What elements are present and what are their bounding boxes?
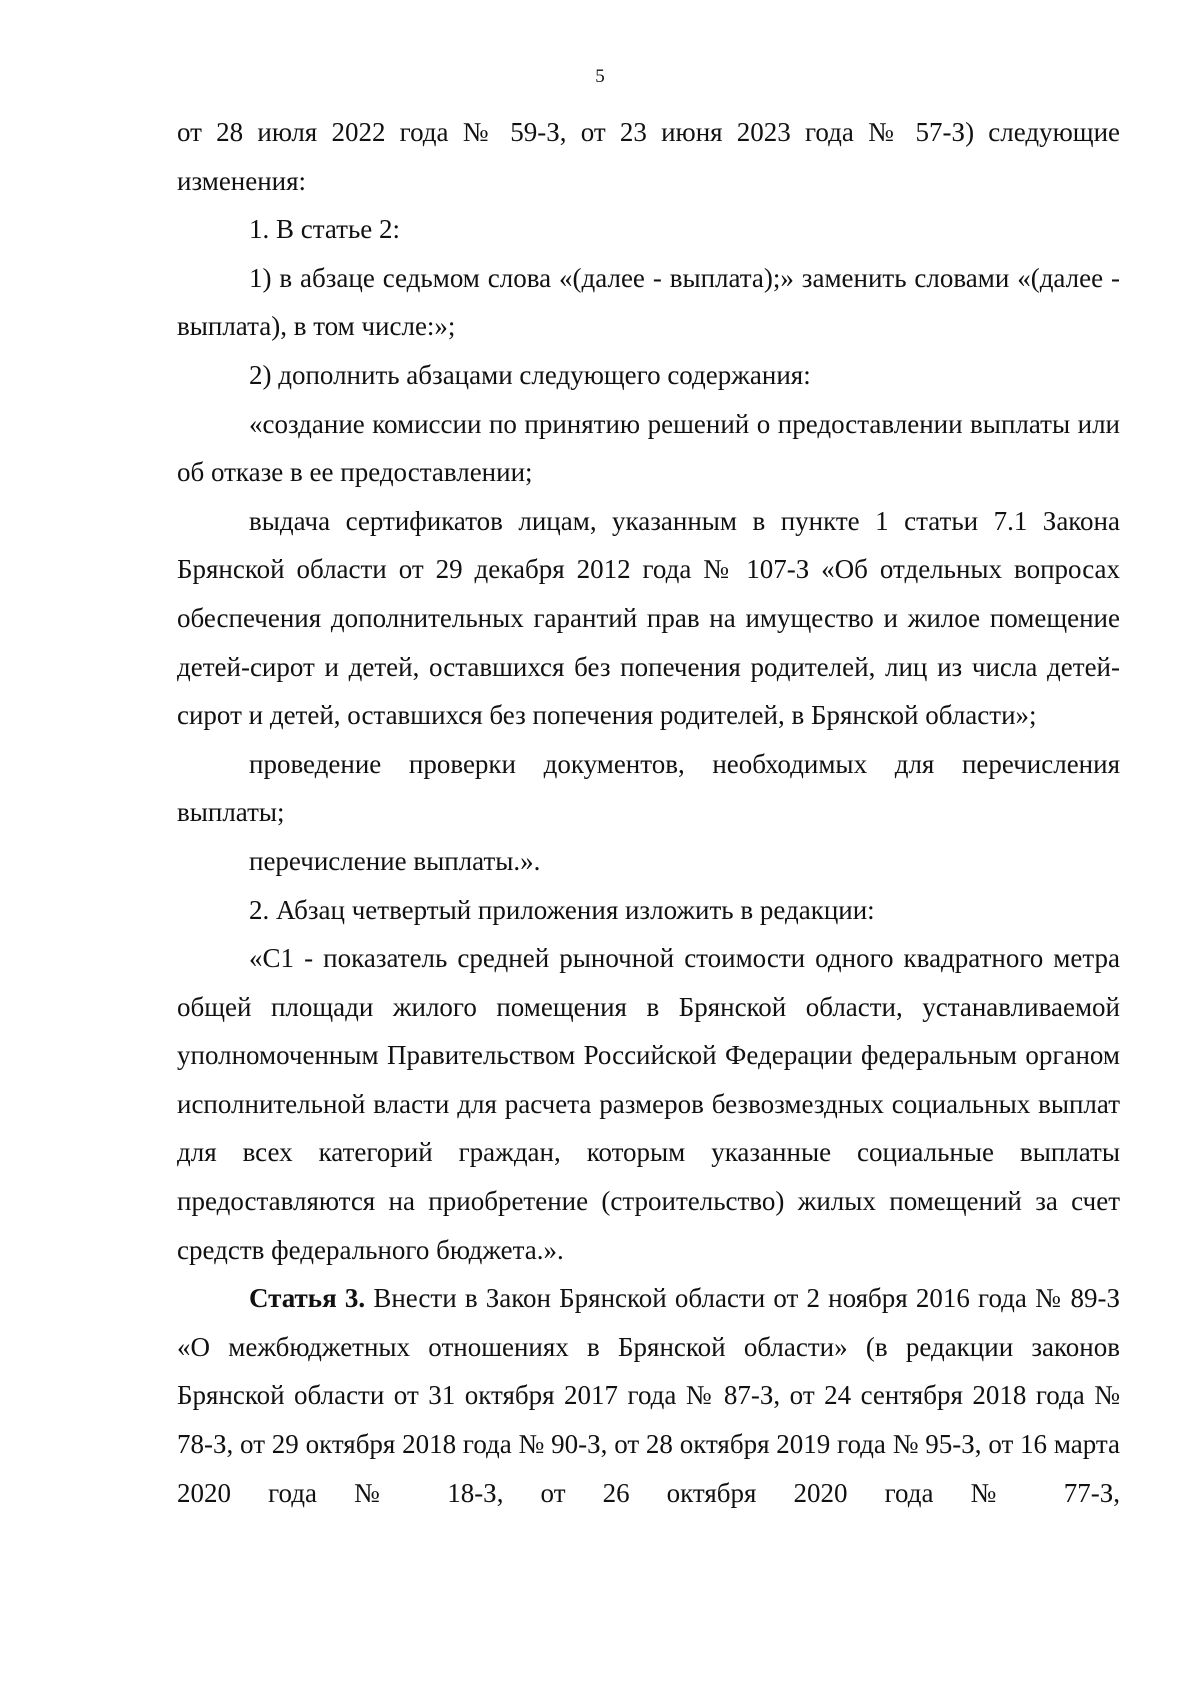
- document-body: [177, 108, 1120, 1517]
- paragraph-certificates: выдача сертификатов лицам, указанным в пункте 1 статьи 7.1 Закона Брянской области от 29 декабря 2012 года № 107-З «Об отдельных вопросах обеспечения дополнительных гарантий прав на имущество и жилое помещение детей-сирот и детей, оставшихся без попечения родителей, лиц из числа детей-сирот и детей, оставшихся без попечения родителей, в Брянской области»;: [177, 505, 1120, 731]
- article-3-heading: Статья 3.: [249, 1283, 366, 1314]
- page-number: 5: [595, 66, 605, 87]
- paragraph-quote-commission: «создание комиссии по принятию решений о предоставлении выплаты или об отказе в ее предоставлении;: [177, 408, 1120, 488]
- article-3-text: Внести в Закон Брянской области от 2 ноября 2016 года № 89-З «О межбюджетных отношениях в Брянской области» (в редакции законов Брянской области от 31 октября 2017 года № 87-З, от 24 сентября 2018 года № 78-З, от 29 октября 2018 года № 90-З, от 28 октября 2019 года № 95-З, от 16 марта 2020 года № 18-З, от 26 октября 2020 года № 77-З,: [177, 1283, 1120, 1508]
- paragraph-continuation: от 28 июля 2022 года № 59-З, от 23 июня 2023 года № 57-З) следующие изменения:: [177, 117, 1120, 196]
- paragraph-subitem-2: 2) дополнить абзацами следующего содержания:: [249, 359, 811, 390]
- paragraph-item-1-heading: 1. В статье 2:: [249, 214, 401, 245]
- paragraph-item-2-heading: 2. Абзац четвертый приложения изложить в редакции:: [249, 894, 875, 925]
- article-3-paragraph: [177, 1274, 1120, 1517]
- paragraph-transfer: перечисление выплаты.».: [249, 845, 541, 876]
- paragraph-document-check: проведение проверки документов, необходимых для перечисления выплаты;: [177, 748, 1120, 828]
- paragraph-subitem-1: 1) в абзаце седьмом слова «(далее - выплата);» заменить словами «(далее - выплата), в том числе:»;: [177, 262, 1120, 342]
- paragraph-c1-definition: «С1 - показатель средней рыночной стоимости одного квадратного метра общей площади жилого помещения в Брянской области, устанавливаемой уполномоченным Правительством Российской Федерации федеральным органом исполнительной власти для расчета размеров безвозмездных социальных выплат для всех категорий граждан, которым указанные социальные выплаты предоставляются на приобретение (строительство) жилых помещений за счет средств федерального бюджета.».: [177, 943, 1120, 1265]
